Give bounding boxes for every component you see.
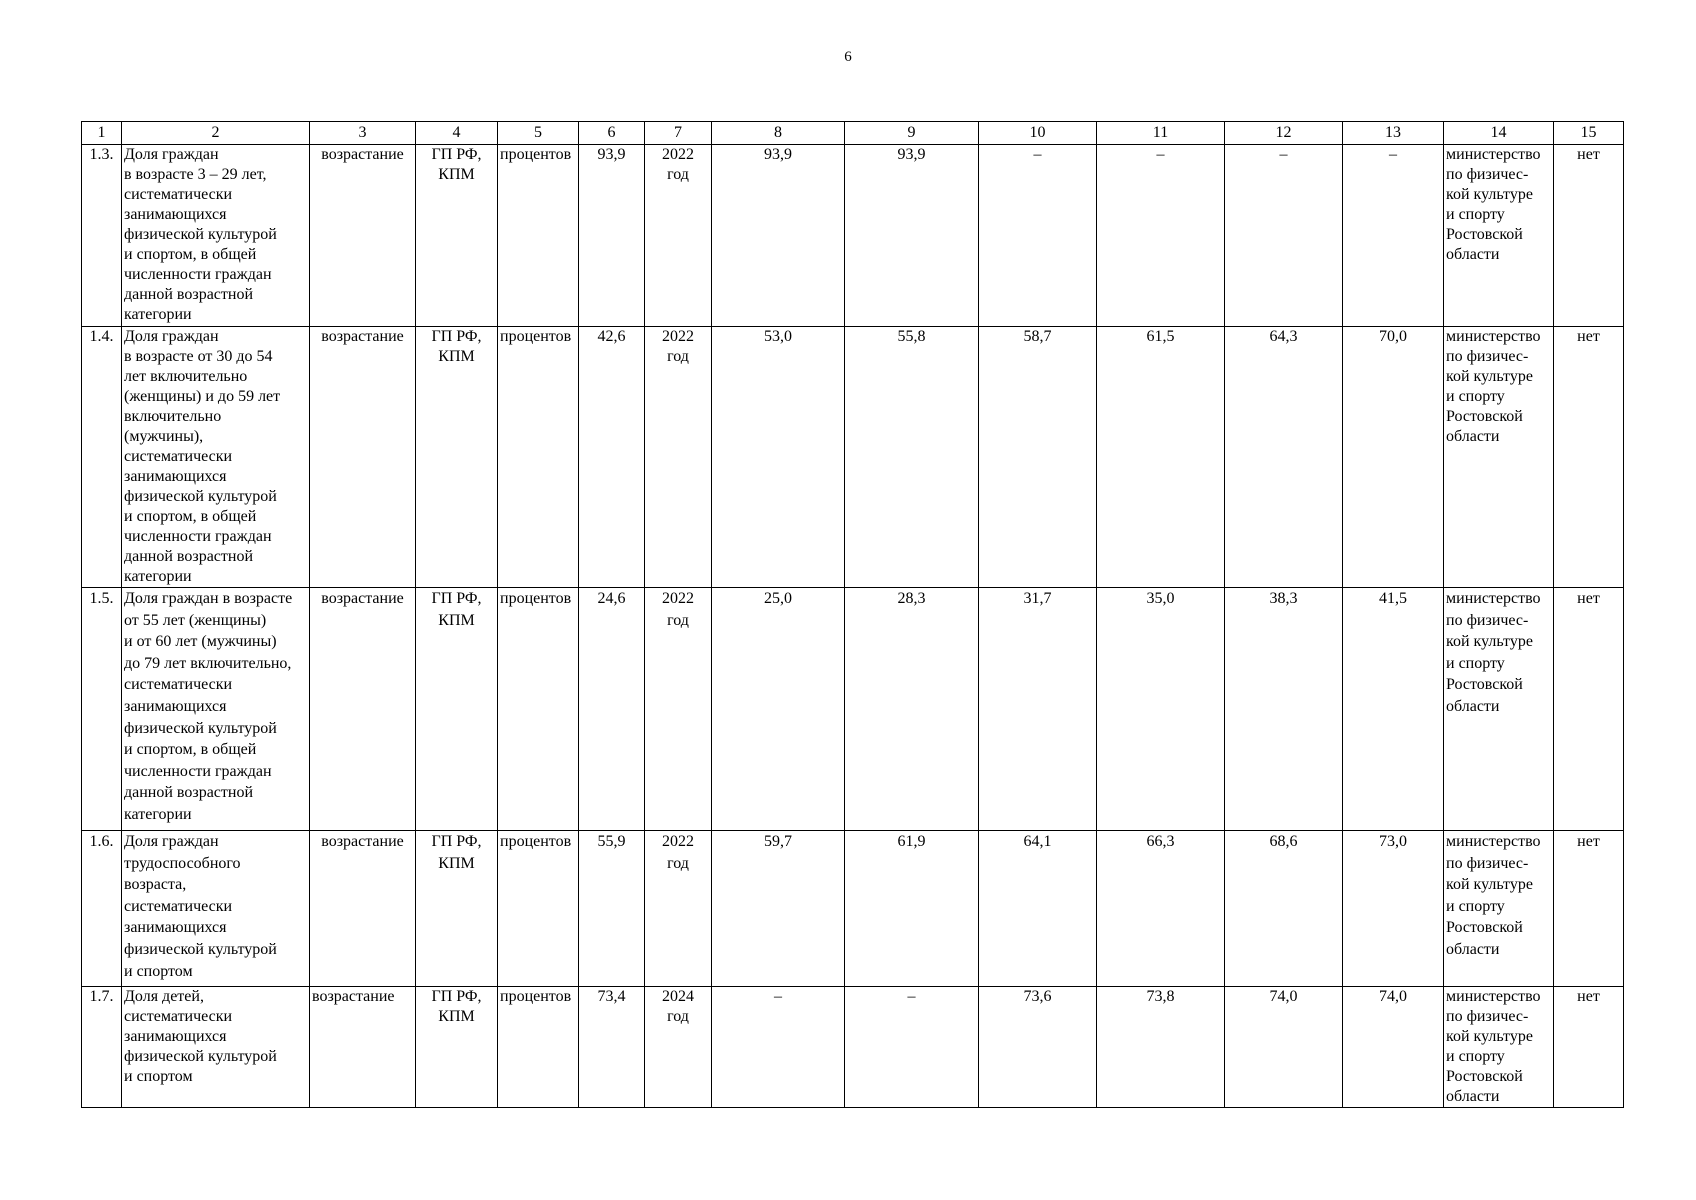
row-number: 1.5. bbox=[82, 588, 122, 831]
value-col-10: 31,7 bbox=[979, 588, 1097, 831]
value-col-11: 73,8 bbox=[1097, 987, 1225, 1108]
direction-cell: возрастание bbox=[310, 145, 416, 327]
col-header-12: 12 bbox=[1225, 122, 1343, 145]
responsible-cell: министерство по физичес- кой культуре и спорту Ростовской области bbox=[1444, 145, 1554, 327]
unit-cell: процентов bbox=[498, 327, 579, 588]
value-col-10: – bbox=[979, 145, 1097, 327]
value-col-10: 73,6 bbox=[979, 987, 1097, 1108]
col-header-8: 8 bbox=[712, 122, 845, 145]
table-row bbox=[82, 588, 1624, 831]
base-value-cell: 55,9 bbox=[579, 831, 645, 987]
base-year-cell: 2024 год bbox=[645, 987, 712, 1108]
indicators-table bbox=[81, 121, 1624, 1108]
level-cell: ГП РФ, КПМ bbox=[416, 588, 498, 831]
base-year-cell: 2022 год bbox=[645, 831, 712, 987]
table-row bbox=[82, 327, 1624, 588]
value-col-12: – bbox=[1225, 145, 1343, 327]
responsible-cell: министерство по физичес- кой культуре и спорту Ростовской области bbox=[1444, 588, 1554, 831]
unit-cell: процентов bbox=[498, 588, 579, 831]
direction-cell: возрастание bbox=[310, 327, 416, 588]
col-header-4: 4 bbox=[416, 122, 498, 145]
direction-cell: возрастание bbox=[310, 588, 416, 831]
col-header-15: 15 bbox=[1554, 122, 1624, 145]
value-col-8: 59,7 bbox=[712, 831, 845, 987]
flag-cell: нет bbox=[1554, 327, 1624, 588]
value-col-12: 64,3 bbox=[1225, 327, 1343, 588]
col-header-14: 14 bbox=[1444, 122, 1554, 145]
indicator-name: Доля граждан в возрасте от 30 до 54 лет включительно (женщины) и до 59 лет включительно (мужчины), систематически занимающихся физической культурой и спортом, в общей численности граждан данной возрастной категории bbox=[122, 327, 310, 588]
value-col-13: 73,0 bbox=[1343, 831, 1444, 987]
level-cell: ГП РФ, КПМ bbox=[416, 987, 498, 1108]
value-col-13: – bbox=[1343, 145, 1444, 327]
value-col-13: 70,0 bbox=[1343, 327, 1444, 588]
direction-cell: возрастание bbox=[310, 987, 416, 1108]
row-number: 1.4. bbox=[82, 327, 122, 588]
value-col-8: – bbox=[712, 987, 845, 1108]
unit-cell: процентов bbox=[498, 987, 579, 1108]
value-col-12: 68,6 bbox=[1225, 831, 1343, 987]
col-header-5: 5 bbox=[498, 122, 579, 145]
column-number-row bbox=[82, 122, 1624, 145]
col-header-3: 3 bbox=[310, 122, 416, 145]
base-value-cell: 73,4 bbox=[579, 987, 645, 1108]
value-col-8: 53,0 bbox=[712, 327, 845, 588]
value-col-11: 66,3 bbox=[1097, 831, 1225, 987]
col-header-10: 10 bbox=[979, 122, 1097, 145]
table-row bbox=[82, 145, 1624, 327]
col-header-11: 11 bbox=[1097, 122, 1225, 145]
page-number: 6 bbox=[844, 49, 852, 65]
flag-cell: нет bbox=[1554, 831, 1624, 987]
base-value-cell: 93,9 bbox=[579, 145, 645, 327]
value-col-8: 93,9 bbox=[712, 145, 845, 327]
flag-cell: нет bbox=[1554, 987, 1624, 1108]
responsible-cell: министерство по физичес- кой культуре и спорту Ростовской области bbox=[1444, 987, 1554, 1108]
value-col-9: 93,9 bbox=[845, 145, 979, 327]
base-value-cell: 42,6 bbox=[579, 327, 645, 588]
value-col-12: 38,3 bbox=[1225, 588, 1343, 831]
level-cell: ГП РФ, КПМ bbox=[416, 145, 498, 327]
value-col-13: 74,0 bbox=[1343, 987, 1444, 1108]
value-col-10: 64,1 bbox=[979, 831, 1097, 987]
indicator-name: Доля граждан трудоспособного возраста, систематически занимающихся физической культурой и спортом bbox=[122, 831, 310, 987]
value-col-9: 61,9 bbox=[845, 831, 979, 987]
base-value-cell: 24,6 bbox=[579, 588, 645, 831]
responsible-cell: министерство по физичес- кой культуре и спорту Ростовской области bbox=[1444, 327, 1554, 588]
direction-cell: возрастание bbox=[310, 831, 416, 987]
table-row bbox=[82, 831, 1624, 987]
base-year-cell: 2022 год bbox=[645, 327, 712, 588]
flag-cell: нет bbox=[1554, 145, 1624, 327]
value-col-11: 35,0 bbox=[1097, 588, 1225, 831]
flag-cell: нет bbox=[1554, 588, 1624, 831]
base-year-cell: 2022 год bbox=[645, 145, 712, 327]
unit-cell: процентов bbox=[498, 831, 579, 987]
row-number: 1.3. bbox=[82, 145, 122, 327]
value-col-12: 74,0 bbox=[1225, 987, 1343, 1108]
value-col-9: 28,3 bbox=[845, 588, 979, 831]
value-col-9: 55,8 bbox=[845, 327, 979, 588]
value-col-11: – bbox=[1097, 145, 1225, 327]
table-row bbox=[82, 987, 1624, 1108]
row-number: 1.6. bbox=[82, 831, 122, 987]
value-col-11: 61,5 bbox=[1097, 327, 1225, 588]
row-number: 1.7. bbox=[82, 987, 122, 1108]
col-header-9: 9 bbox=[845, 122, 979, 145]
value-col-8: 25,0 bbox=[712, 588, 845, 831]
value-col-9: – bbox=[845, 987, 979, 1108]
col-header-7: 7 bbox=[645, 122, 712, 145]
level-cell: ГП РФ, КПМ bbox=[416, 327, 498, 588]
responsible-cell: министерство по физичес- кой культуре и спорту Ростовской области bbox=[1444, 831, 1554, 987]
value-col-10: 58,7 bbox=[979, 327, 1097, 588]
col-header-6: 6 bbox=[579, 122, 645, 145]
level-cell: ГП РФ, КПМ bbox=[416, 831, 498, 987]
indicator-name: Доля граждан в возрасте от 55 лет (женщины) и от 60 лет (мужчины) до 79 лет включительно, систематически занимающихся физической культурой и спортом, в общей численности граждан данной возрастной категории bbox=[122, 588, 310, 831]
unit-cell: процентов bbox=[498, 145, 579, 327]
indicator-name: Доля граждан в возрасте 3 – 29 лет, систематически занимающихся физической культурой и спортом, в общей численности граждан данной возрастной категории bbox=[122, 145, 310, 327]
value-col-13: 41,5 bbox=[1343, 588, 1444, 831]
col-header-2: 2 bbox=[122, 122, 310, 145]
col-header-13: 13 bbox=[1343, 122, 1444, 145]
col-header-1: 1 bbox=[82, 122, 122, 145]
indicator-name: Доля детей, систематически занимающихся физической культурой и спортом bbox=[122, 987, 310, 1108]
base-year-cell: 2022 год bbox=[645, 588, 712, 831]
